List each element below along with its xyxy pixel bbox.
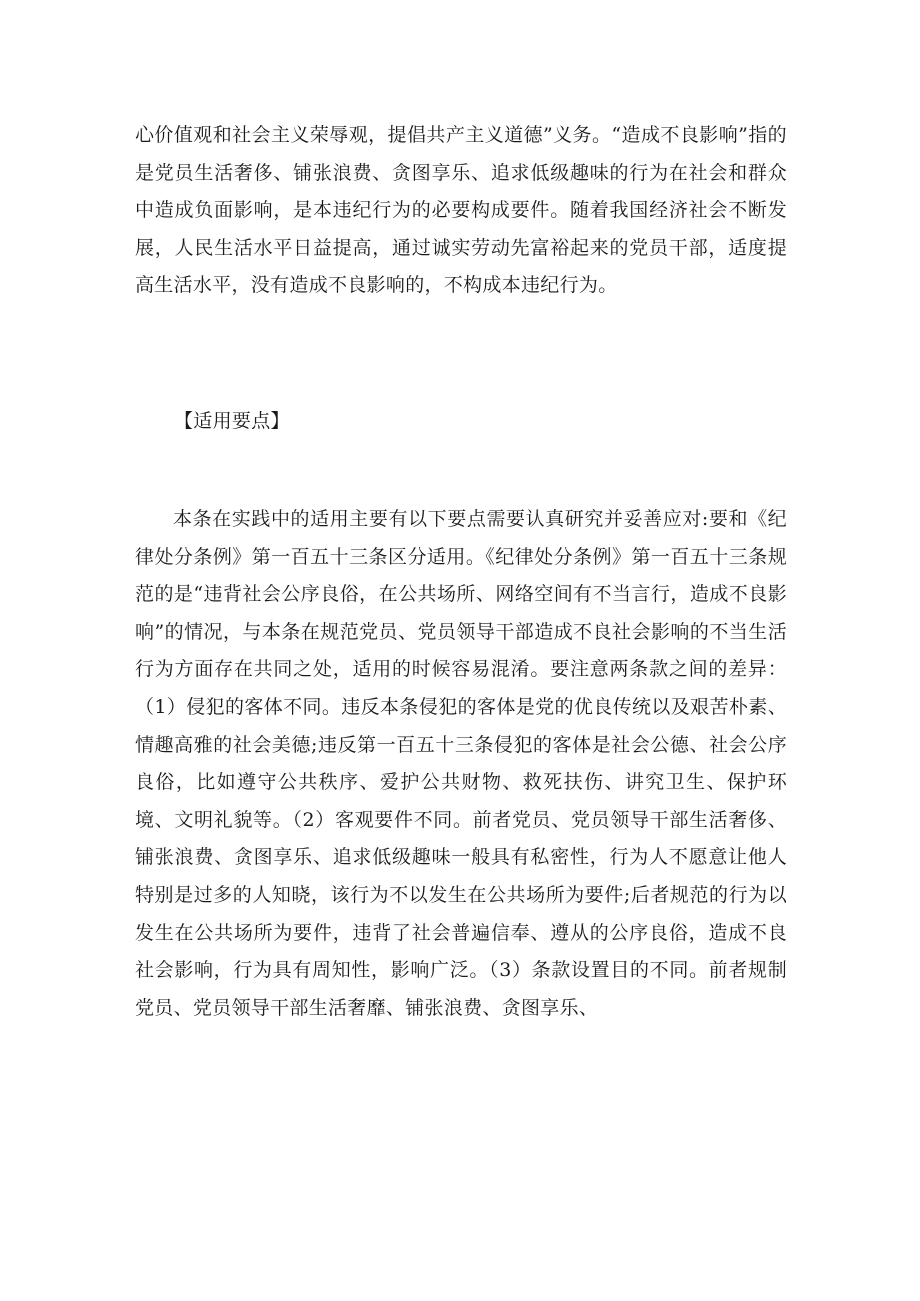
section-heading: 【适用要点】: [174, 410, 290, 432]
body-paragraph-application-points: 本条在实践中的适用主要有以下要点需要认真研究并妥善应对:要和《纪律处分条例》第一百五十三条区分适用。《纪律处分条例》第一百五十三条规范的是“违背社会公序良俗，在公共场所、网络空间有不当言行，造成不良影响”的情况，与本条在规范党员、党员领导干部造成不良社会影响的不当生活行为方面存在共同之处，适用的时候容易混淆。要注意两条款之间的差异：（1）侵犯的客体不同。违反本条侵犯的客体是党的优良传统以及艰苦朴素、情趣高雅的社会美德;违反第一百五十三条侵犯的客体是社会公德、社会公序良俗，比如遵守公共秩序、爱护公共财物、救死扶伤、讲究卫生、保护环境、文明礼貌等。（2）客观要件不同。前者党员、党员领导干部生活奢侈、铺张浪费、贪图享乐、追求低级趣味一般具有私密性，行为人不愿意让他人特别是过多的人知晓，该行为不以发生在公共场所为要件;后者规范的行为以发生在公共场所为要件，违背了社会普遍信奉、遵从的公序良俗，造成不良社会影响，行为具有周知性，影响广泛。（3）条款设置目的不同。前者规制党员、党员领导干部生活奢靡、铺张浪费、贪图享乐、: [135, 508, 787, 1019]
body-paragraph-continuation: 心价值观和社会主义荣辱观，提倡共产主义道德”义务。“造成不良影响”指的是党员生活奢侈、铺张浪费、贪图享乐、追求低级趣味的行为在社会和群众中造成负面影响，是本违纪行为的必要构成要件。随着我国经济社会不断发展，人民生活水平日益提高，通过诚实劳动先富裕起来的党员干部，适度提高生活水平，没有造成不良影响的，不构成本违纪行为。: [135, 124, 787, 297]
